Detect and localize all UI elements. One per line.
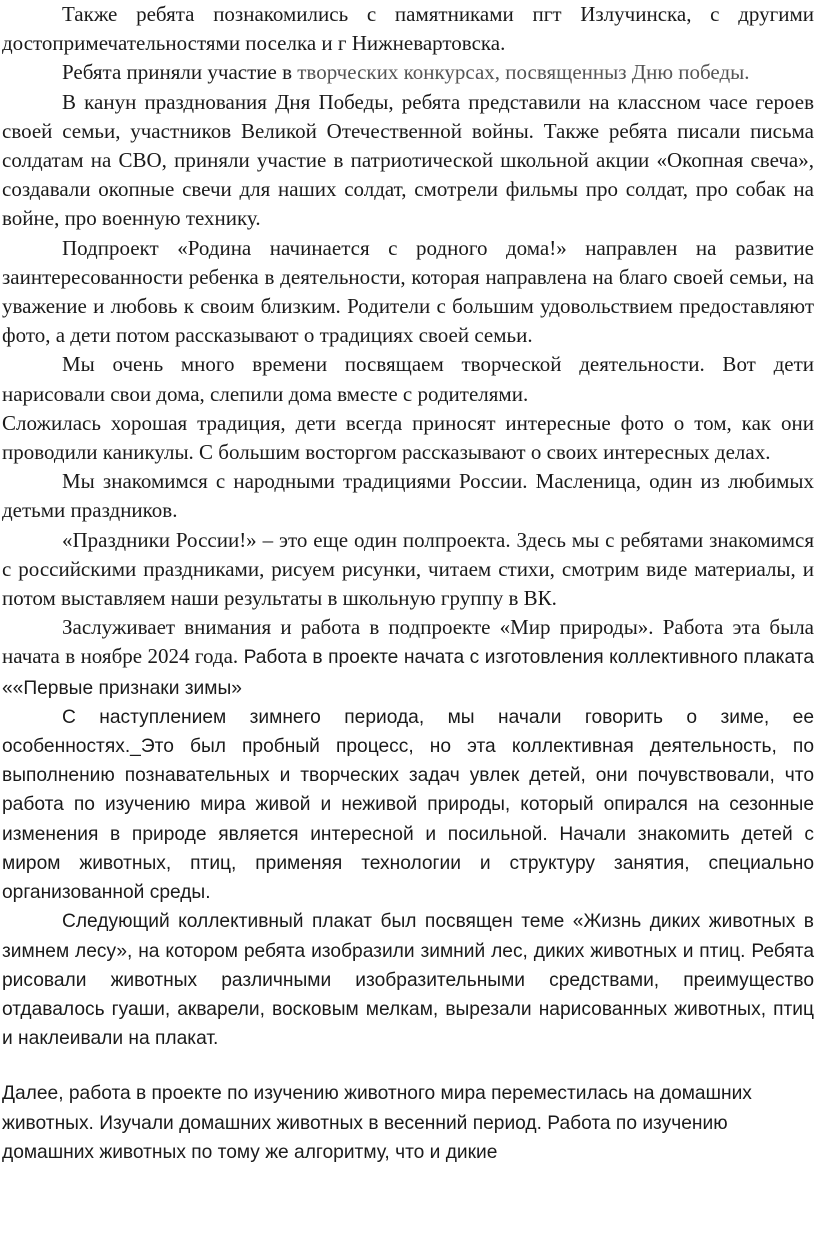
paragraph-nature-poster: Работа в проекте начата с изготовления коллективного плаката ««Первые признаки зимы» [2, 647, 814, 699]
paragraph-spacer [2, 1053, 814, 1079]
paragraph-nature-lead: Заслуживает внимания и работа в подпроекте «Мир природы». Работа эта была начата в ноябре 2024 года. [2, 615, 814, 669]
paragraph-domestic-animals: Далее, работа в проекте по изучению животного мира переместилась на домашних животных. Изучали домашних животных в весенний период. Работа по изучению домашних животных по тому же алгоритму, что и дикие [2, 1083, 752, 1163]
paragraph-wild-animals-poster: Следующий коллективный плакат был посвящен теме «Жизнь диких животных в зимнем лесу», на котором ребята изобразили зимний лес, диких животных и птиц. Ребята рисовали животных различными изобразительными средствами, преимущество отдавалось гуаши, акварели, восковым мелкам, вырезали нарисованных животных, птиц и наклеивали на плакат. [2, 911, 814, 1050]
paragraph-russian-holidays: «Праздники России!» – это еще один полпроекта. Здесь мы с ребятами знакомимся с российскими праздниками, рисуем рисунки, читаем стихи, смотрим виде материалы, и потом выставляем наши результаты в школьную группу в ВК. [2, 527, 814, 611]
paragraph-victory-day: В канун празднования Дня Победы, ребята представили на классном часе героев своей семьи, участников Великой Отечественной войны. Также ребята писали письма солдатам на СВО, приняли участие в патриотической школьной акции «Окопная свеча», создавали окопные свечи для наших солдат, смотрели фильмы про солдат, про собак на войне, про военную технику. [2, 89, 814, 231]
paragraph-vacation-tradition: Сложилась хорошая традиция, дети всегда приносят интересные фото о том, как они проводили каникулы. С большим восторгом рассказывают о своих интересных делах. [2, 410, 814, 465]
paragraph-folk-traditions: Мы знакомимся с народными традициями России. Масленица, один из любимых детьми праздников. [2, 469, 814, 523]
paragraph-contests-highlight: творческих конкурсах, посвященныз Дню победы. [297, 60, 750, 85]
paragraph-homeland-subproject: Подпроект «Родина начинается с родного дома!» направлен на развитие заинтересованности ребенка в деятельности, которая направлена на благо своей семьи, на уважение и любовь к своим близким. Родители с большим удовольствием предоставляют фото, а дети потом рассказывают о традициях своей семьи. [2, 235, 814, 348]
paragraph-contests-lead: Ребята приняли участие в [62, 60, 298, 85]
paragraph-winter-period: С наступлением зимнего периода, мы начали говорить о зиме, ее особенностях._Это был пробный процесс, но эта коллективная деятельность, по выполнению познавательных и творческих задач увлек детей, они почувствовали, что работа по изучению мира живой и неживой природы, который опирался на сезонные изменения в природе является интересной и посильной. Начали знакомить детей с миром животных, птиц, применяя технологии и структуру занятия, специально организованной среды. [2, 706, 814, 904]
paragraph-contests [2, 58, 814, 87]
paragraph-nature-subproject [2, 613, 814, 703]
paragraph-landmarks: Также ребята познакомились с памятниками пгт Излучинска, с другими достопримечательностями поселка и г Нижневартовска. [2, 2, 814, 56]
paragraph-creative-activity: Мы очень много времени посвящаем творческой деятельности. Вот дети нарисовали свои дома, слепили дома вместе с родителями. [2, 352, 814, 406]
